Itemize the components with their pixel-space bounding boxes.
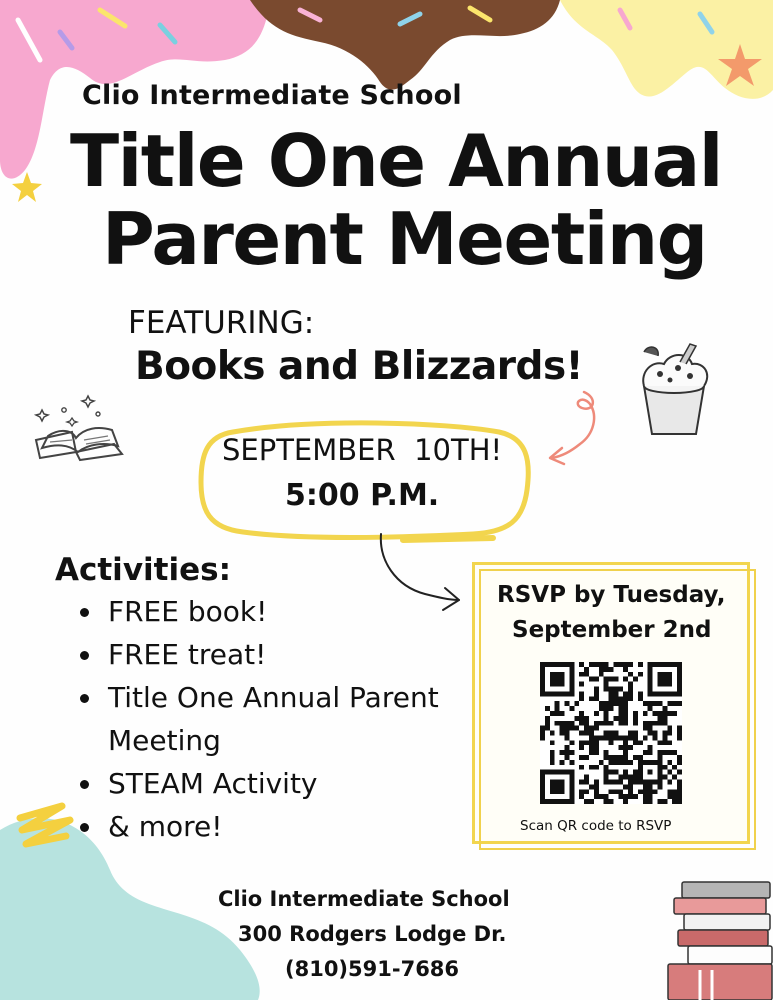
footer-school-name: Clio Intermediate School — [218, 887, 510, 911]
open-book-icon — [28, 390, 128, 465]
title-line-1: Title One Annual — [70, 119, 722, 203]
title-line-2: Parent Meeting — [102, 197, 707, 281]
featuring-label: FEATURING: — [128, 305, 315, 341]
rsvp-deadline-line-2: September 2nd — [512, 617, 712, 643]
qr-code-icon[interactable] — [540, 662, 682, 804]
star-icon — [714, 42, 766, 88]
activity-item: Title One Annual Parent Meeting — [80, 676, 470, 762]
star-icon — [10, 170, 44, 204]
curly-arrow-icon — [540, 390, 610, 466]
school-name-heading: Clio Intermediate School — [82, 80, 462, 111]
featured-event-title: Books and Blizzards! — [135, 344, 583, 389]
activity-item: FREE book! — [80, 590, 480, 633]
activities-list — [80, 590, 480, 848]
event-time: 5:00 P.M. — [285, 478, 440, 513]
activity-item: FREE treat! — [80, 633, 480, 676]
qr-caption: Scan QR code to RSVP — [520, 818, 672, 834]
blizzard-cup-icon — [630, 342, 718, 442]
scribble-icon — [12, 800, 82, 860]
activity-item: & more! — [80, 805, 480, 848]
book-stack-icon — [660, 878, 773, 1000]
footer-address: 300 Rodgers Lodge Dr. — [238, 922, 507, 946]
activity-item: STEAM Activity — [80, 762, 480, 805]
rsvp-deadline-line-1: RSVP by Tuesday, — [497, 582, 726, 608]
footer-phone: (810)591-7686 — [285, 957, 460, 981]
activities-heading: Activities: — [55, 552, 231, 588]
event-date: SEPTEMBER 10TH! — [222, 433, 503, 467]
